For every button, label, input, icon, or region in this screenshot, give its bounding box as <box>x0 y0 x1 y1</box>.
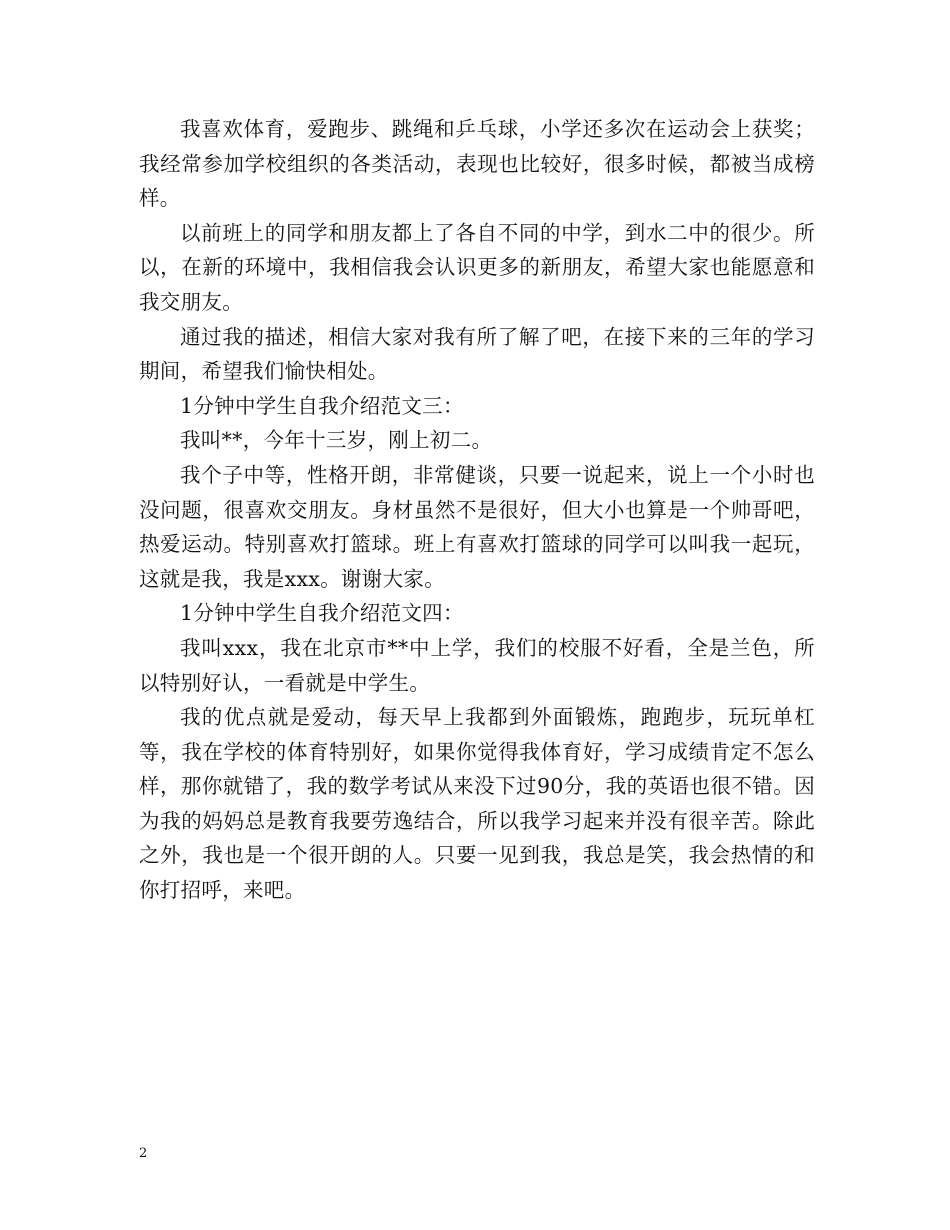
paragraph: 以前班上的同学和朋友都上了各自不同的中学，到水二中的很少。所以，在新的环境中，我相信我会认识更多的新朋友，希望大家也能愿意和我交朋友。 <box>139 220 815 314</box>
page-number: 2 <box>139 1146 148 1161</box>
section-heading: 1分钟中学生自我介绍范文四： <box>180 601 464 626</box>
document-body <box>139 112 815 908</box>
paragraph: 我叫xxx，我在北京市**中上学，我们的校服不好看，全是兰色，所以特别好认，一看就是中学生。 <box>139 635 815 695</box>
paragraph: 我的优点就是爱动，每天早上我都到外面锻炼，跑跑步，玩玩单杠等，我在学校的体育特别好，如果你觉得我体育好，学习成绩肯定不怎么样，那你就错了，我的数学考试从来没下过90分，我的英语也很不错。因为我的妈妈总是教育我要劳逸结合，所以我学习起来并没有很辛苦。除此之外，我也是一个很开朗的人。只要一见到我，我总是笑，我会热情的和你打招呼，来吧。 <box>139 705 815 903</box>
paragraph: 通过我的描述，相信大家对我有所了解了吧，在接下来的三年的学习期间，希望我们愉快相处。 <box>139 324 815 384</box>
paragraph: 我个子中等，性格开朗，非常健谈，只要一说起来，说上一个小时也没问题，很喜欢交朋友。身材虽然不是很好，但大小也算是一个帅哥吧，热爱运动。特别喜欢打篮球。班上有喜欢打篮球的同学可以叫我一起玩，这就是我，我是xxx。谢谢大家。 <box>139 462 815 591</box>
section-heading: 1分钟中学生自我介绍范文三： <box>180 393 464 418</box>
paragraph: 我喜欢体育，爱跑步、跳绳和乒乓球，小学还多次在运动会上获奖；我经常参加学校组织的各类活动，表现也比较好，很多时候，都被当成榜样。 <box>139 117 815 211</box>
paragraph: 我叫**，今年十三岁，刚上初二。 <box>180 428 493 453</box>
